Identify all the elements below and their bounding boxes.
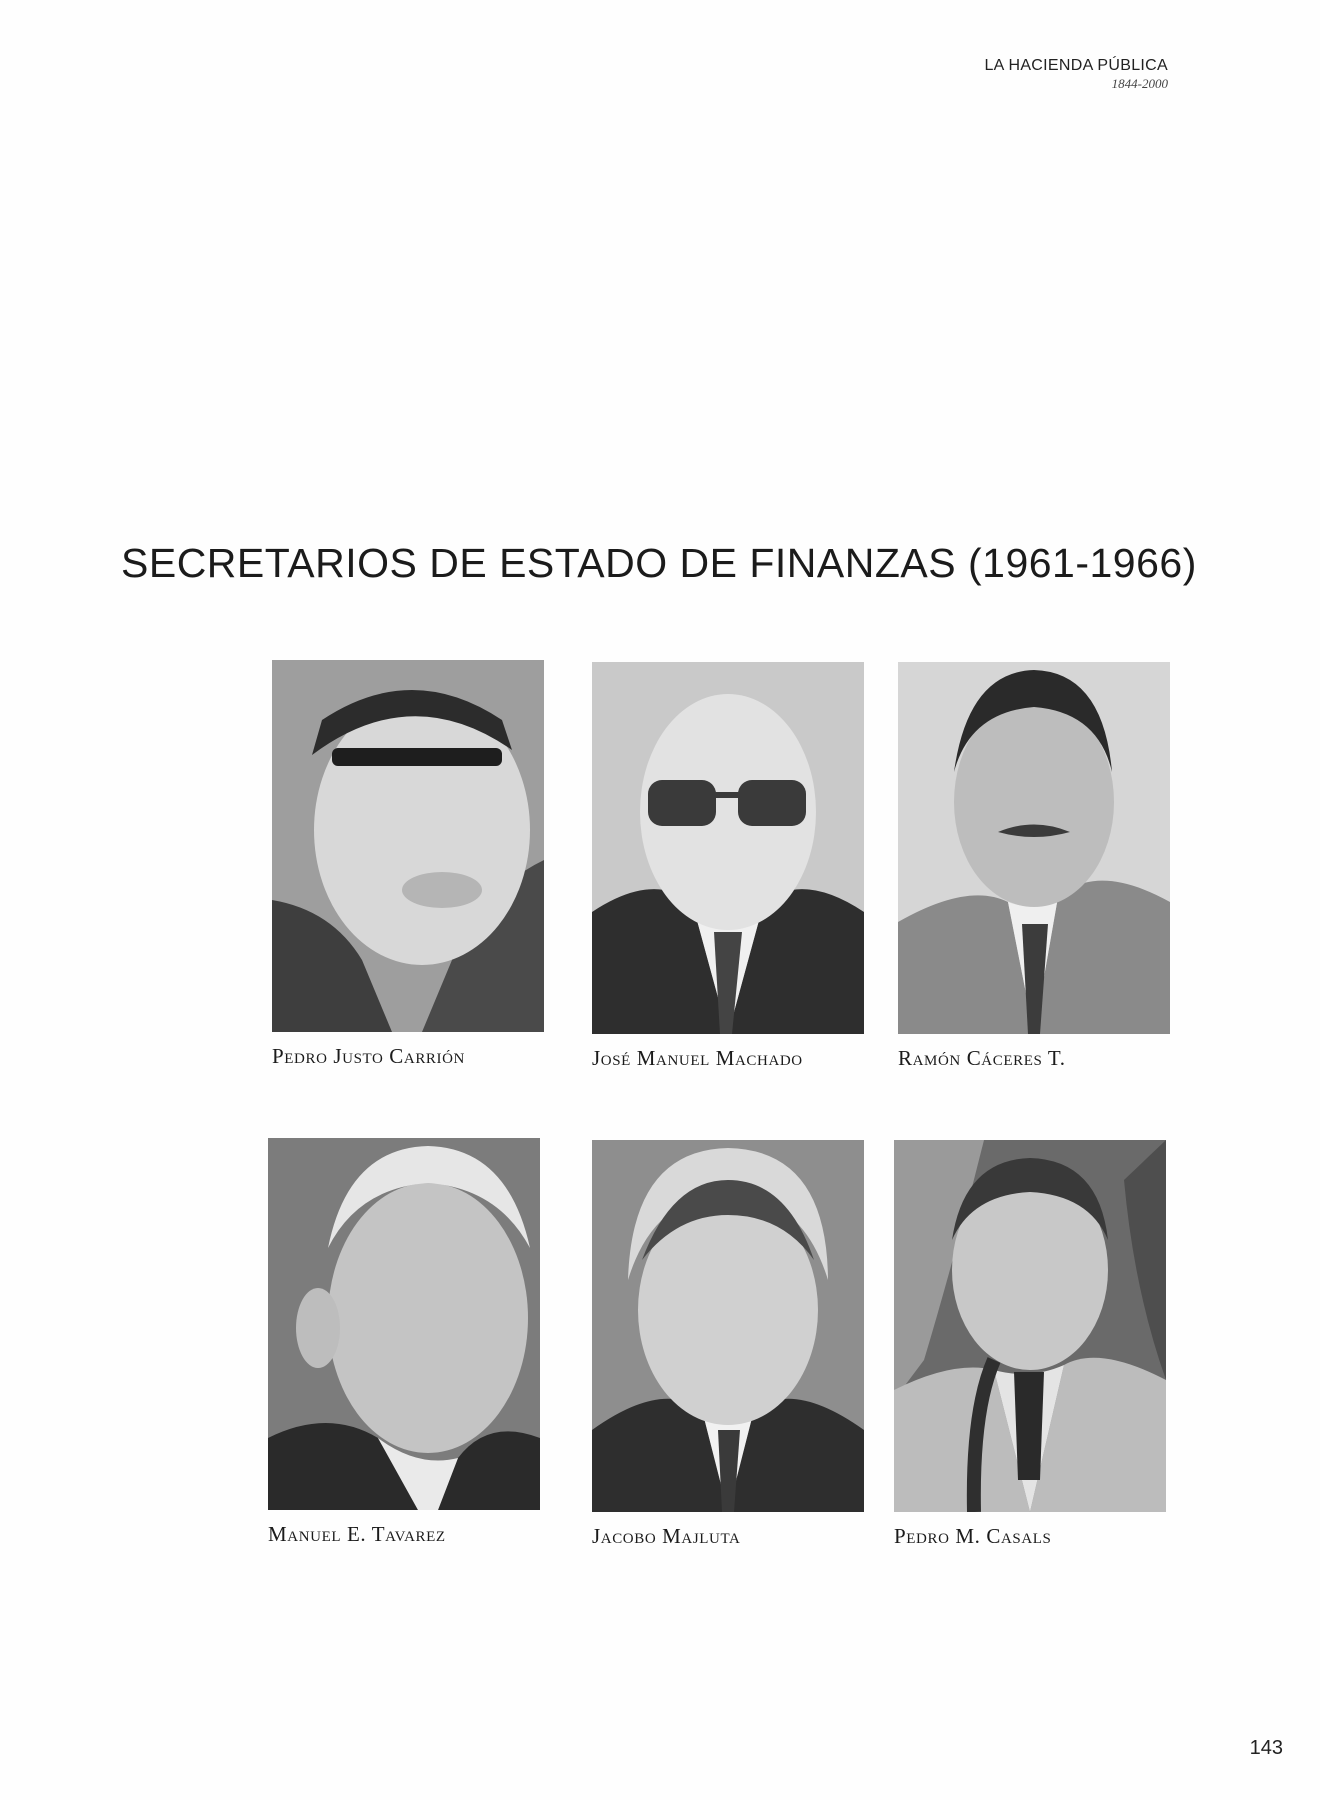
book-years: 1844-2000 — [1111, 76, 1168, 91]
page-number: 143 — [1249, 1737, 1283, 1759]
portrait-caption: Manuel E. Tavarez — [268, 1522, 446, 1546]
portrait-card — [592, 662, 864, 1071]
book-title: LA HACIENDA PÚBLICA — [984, 57, 1168, 74]
portrait-caption: Pedro Justo Carrión — [272, 1044, 465, 1068]
portrait-caption: Jacobo Majluta — [592, 1524, 741, 1548]
portrait-photo — [268, 1138, 540, 1510]
portrait-card — [268, 1138, 540, 1547]
portrait-card — [272, 660, 544, 1069]
portrait-photo — [592, 1140, 864, 1512]
section-title: SECRETARIOS DE ESTADO DE FINANZAS (1961-1966) — [121, 540, 1197, 586]
portrait-photo — [272, 660, 544, 1032]
portrait-photo — [898, 662, 1170, 1034]
portrait-photo — [592, 662, 864, 1034]
portrait-card — [592, 1140, 864, 1549]
portrait-photo — [894, 1140, 1166, 1512]
portrait-card — [898, 662, 1170, 1071]
portrait-card — [894, 1140, 1166, 1549]
portrait-caption: Pedro M. Casals — [894, 1524, 1052, 1548]
running-header — [984, 56, 1168, 92]
portrait-caption: Ramón Cáceres T. — [898, 1046, 1066, 1070]
portrait-caption: José Manuel Machado — [592, 1046, 803, 1070]
